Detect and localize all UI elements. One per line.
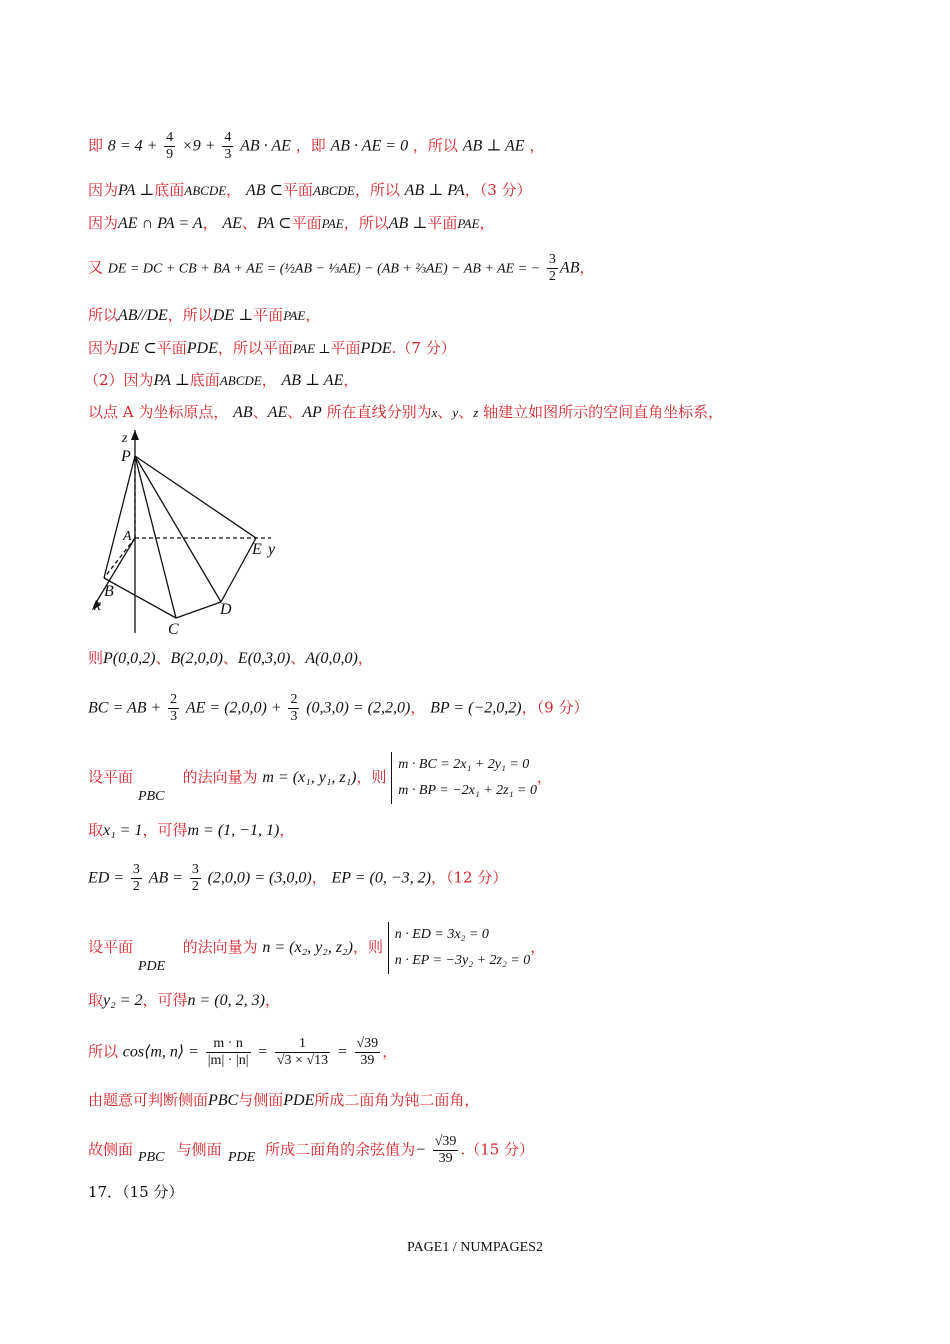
text: ， <box>479 214 495 232</box>
text: 轴建立如图所示的空间直角坐标系， <box>483 403 724 421</box>
line-8 <box>88 402 723 423</box>
text: 、 <box>155 649 171 667</box>
text: 故侧面 <box>88 1140 134 1159</box>
line-9 <box>88 648 373 669</box>
math: PDE <box>138 959 166 974</box>
math: x₁ = 1 <box>103 822 143 839</box>
math: m · BP = −2x₁ + 2z₁ = 0 <box>398 783 537 798</box>
z-arrow <box>131 430 139 440</box>
edge-cd <box>176 602 221 618</box>
math: n = (x₂, y₂, z₂) <box>262 939 353 956</box>
text: 以点 A 为坐标原点， <box>88 403 229 421</box>
text: ， <box>226 181 242 199</box>
text: 设平面 <box>88 768 134 786</box>
text: 设平面 <box>88 938 134 956</box>
text: 、 <box>241 214 257 232</box>
text: 所成二面角的余弦值为 <box>265 1140 416 1159</box>
edge-de <box>221 538 256 602</box>
fraction: $\frac{2}{3}$ <box>290 692 298 724</box>
text: 所成二面角为钝二面角， <box>314 1091 480 1109</box>
label-x: x <box>94 597 102 614</box>
math: B(2,0,0) <box>170 650 223 667</box>
line-17 <box>88 1090 479 1111</box>
fraction: $\frac{3}{2}$ <box>548 252 556 284</box>
math: m = (1, −1, 1) <box>187 822 280 839</box>
edge-pd <box>135 456 221 602</box>
text: 的法向量为 <box>182 938 258 956</box>
text: ， <box>382 1042 398 1061</box>
fraction: $\frac{2}{3}$ <box>170 692 178 724</box>
math: PA ⊥ <box>153 372 190 389</box>
math: AB · AE = 0 <box>330 137 409 155</box>
math: = <box>257 1043 269 1061</box>
math: n · EP = −3y₂ + 2z₂ = 0 <box>394 953 531 968</box>
text: 平面 <box>156 339 187 357</box>
problem-heading: 17．（15 分） <box>88 1183 184 1201</box>
text: ， <box>261 371 277 389</box>
math: PBC <box>208 1092 239 1109</box>
math: PA ⊂ <box>256 215 292 232</box>
math: m · BC = 2x₁ + 2y₁ = 0 <box>398 757 530 772</box>
math: (0,3,0) = (2,2,0) <box>306 699 411 717</box>
math: PDE <box>283 1092 315 1109</box>
text: 因为 <box>88 214 119 232</box>
text: 平面 <box>291 214 322 232</box>
text: ， <box>579 258 595 277</box>
math: AB ⊂ <box>245 182 283 199</box>
equation-system <box>391 752 537 804</box>
text: ，所以 <box>354 181 400 199</box>
label-d: D <box>220 601 232 618</box>
math: AE <box>222 215 242 232</box>
math: PBC <box>138 789 165 804</box>
fraction: $\frac{4}{3}$ <box>224 130 232 162</box>
math: ABCDE <box>219 373 262 388</box>
text: ， <box>530 938 546 956</box>
page-footer: PAGE1 / NUMPAGES2 <box>407 1240 543 1255</box>
text: 平面 <box>282 181 313 199</box>
fraction: $\frac{√39}{39}$ <box>356 1036 379 1068</box>
text: 与侧面 <box>238 1091 284 1109</box>
text: 取 <box>88 991 104 1009</box>
edge-pb <box>104 456 135 578</box>
label-e: E <box>252 541 262 558</box>
line-1 <box>88 130 544 163</box>
math: z <box>473 405 479 420</box>
line-10 <box>88 692 588 725</box>
label-y: y <box>268 541 276 558</box>
text: 所以 <box>88 1042 119 1061</box>
math: PA ⊥ <box>118 182 155 199</box>
math: PDE <box>360 340 392 357</box>
text: ，所以平面 <box>217 339 293 357</box>
math: ABCDE <box>184 183 227 198</box>
text: （2）因为 <box>84 371 154 389</box>
text: 由题意可判断侧面 <box>88 1091 209 1109</box>
math: AB//DE <box>118 307 168 324</box>
math: DE = DC + CB + BA + AE = (½AB − ⅓AE) − (AB + ⅔AE) − AB + AE = − <box>107 261 541 277</box>
text: ，（3 分） <box>464 181 532 199</box>
math: AB <box>559 259 580 277</box>
text: ，所以 <box>412 136 458 155</box>
text: ， <box>410 698 426 717</box>
edge-bc <box>104 578 176 618</box>
line-6 <box>88 338 456 359</box>
text: ，则 <box>352 938 383 956</box>
math: PAE <box>457 216 480 231</box>
line-4 <box>88 252 594 285</box>
math: AB ⊥ <box>388 215 428 232</box>
math: ×9 + <box>181 137 216 155</box>
math: EP = (0, −3, 2) <box>331 869 432 887</box>
plane-label <box>138 1146 164 1168</box>
line-19 <box>88 1182 183 1202</box>
text: 底面 <box>189 371 220 389</box>
text: 所以 <box>88 306 119 324</box>
fraction: $\frac{m \cdot n}{|m| \cdot |n|}$ <box>207 1036 249 1068</box>
line-15 <box>88 990 280 1011</box>
fraction: $\frac{1}{√3 \times √13}$ <box>276 1036 329 1068</box>
math: AE ∩ PA = A <box>118 215 203 232</box>
math: PDE <box>228 1150 256 1165</box>
text: ， <box>343 371 359 389</box>
line-3 <box>88 213 495 234</box>
fraction: $\frac{4}{9}$ <box>166 130 174 162</box>
text: ，则 <box>356 768 387 786</box>
math: ED = <box>88 869 125 887</box>
line-2 <box>88 180 532 201</box>
math: x <box>431 405 438 420</box>
math: AP <box>302 404 322 421</box>
text: ，即 <box>295 136 326 155</box>
fraction: $\frac{3}{2}$ <box>132 862 140 894</box>
text: ，（9 分） <box>521 698 589 717</box>
line-13 <box>88 862 507 895</box>
text: ， <box>311 868 327 887</box>
label-a: A <box>123 529 132 544</box>
text: ，所以 <box>167 306 213 324</box>
text: ，可得 <box>142 821 188 839</box>
math: − <box>415 1141 426 1159</box>
math: AE <box>267 404 288 421</box>
text: 平面 <box>253 306 284 324</box>
text: 平面 <box>330 339 361 357</box>
math: cos⟨m, n⟩ = <box>122 1043 199 1061</box>
pyramid-diagram <box>86 428 286 638</box>
text: .（15 分） <box>460 1140 535 1159</box>
math: PBC <box>138 1150 165 1165</box>
text: ，（12 分） <box>431 868 508 887</box>
math: A(0,0,0) <box>305 650 358 667</box>
line-12 <box>88 820 294 841</box>
plane-label <box>138 785 164 807</box>
math: BP = (−2,0,2) <box>430 699 522 717</box>
line-7 <box>84 370 358 391</box>
fraction: $\frac{3}{2}$ <box>191 862 199 894</box>
line-16 <box>88 1036 397 1069</box>
text: 底面 <box>154 181 185 199</box>
text: 即 <box>88 136 104 155</box>
math: AB = <box>148 869 184 887</box>
text: ， <box>279 821 295 839</box>
text: 又 <box>88 258 104 277</box>
text: 、 <box>437 403 453 421</box>
math: DE ⊥ <box>212 307 254 324</box>
text: ， <box>202 214 218 232</box>
text: 则 <box>88 649 104 667</box>
equation-system <box>388 922 531 974</box>
math: PAE ⊥ <box>292 341 331 356</box>
text: 平面 <box>427 214 458 232</box>
text: 、 <box>252 403 268 421</box>
text: 与侧面 <box>176 1140 222 1159</box>
math: AE = (2,0,0) + <box>185 699 282 717</box>
math: AB <box>233 404 253 421</box>
math: (2,0,0) = (3,0,0) <box>207 869 312 887</box>
label-b: B <box>104 583 114 600</box>
math: BC = AB + <box>88 699 162 717</box>
math: AB · AE <box>240 137 291 155</box>
text: 因为 <box>88 339 119 357</box>
math: n = (0, 2, 3) <box>187 992 265 1009</box>
fraction: $\frac{√39}{39}$ <box>434 1134 457 1166</box>
math: PAE <box>283 308 306 323</box>
math: E(0,3,0) <box>237 650 291 667</box>
math: ABCDE <box>312 183 355 198</box>
math: DE ⊂ <box>118 340 157 357</box>
text: 的法向量为 <box>182 768 258 786</box>
text: ，所以 <box>343 214 389 232</box>
text: ，可得 <box>142 991 188 1009</box>
text: 取 <box>88 821 104 839</box>
text: ， <box>357 649 373 667</box>
math: n · ED = 3x₂ = 0 <box>394 927 489 942</box>
math: AB ⊥ AE <box>281 372 344 389</box>
math: m = (x₁, y₁, z₁) <box>262 769 357 786</box>
plane-label <box>138 955 165 977</box>
text: 、 <box>458 403 474 421</box>
math: 8 = 4 + <box>107 137 158 155</box>
label-c: C <box>168 621 179 638</box>
text: ， <box>529 136 545 155</box>
text: ， <box>305 306 321 324</box>
math: y₂ = 2 <box>103 992 143 1009</box>
text: ， <box>264 991 280 1009</box>
text: 、 <box>287 403 303 421</box>
label-z: z <box>122 431 128 446</box>
label-p: P <box>121 448 131 465</box>
math: P(0,0,2) <box>103 650 156 667</box>
text: 、 <box>290 649 306 667</box>
math: AB ⊥ PA <box>404 182 465 199</box>
math: = <box>336 1043 348 1061</box>
text: 所在直线分别为 <box>326 403 432 421</box>
text: .（7 分） <box>391 339 456 357</box>
text: 因为 <box>88 181 119 199</box>
math: AB ⊥ AE <box>462 137 525 155</box>
math: PAE <box>321 216 344 231</box>
text: 、 <box>222 649 238 667</box>
plane-label <box>228 1146 255 1168</box>
line-5 <box>88 305 320 326</box>
math: y <box>452 405 459 420</box>
math: PDE <box>186 340 218 357</box>
text: ， <box>536 768 552 786</box>
x-axis <box>94 538 135 606</box>
